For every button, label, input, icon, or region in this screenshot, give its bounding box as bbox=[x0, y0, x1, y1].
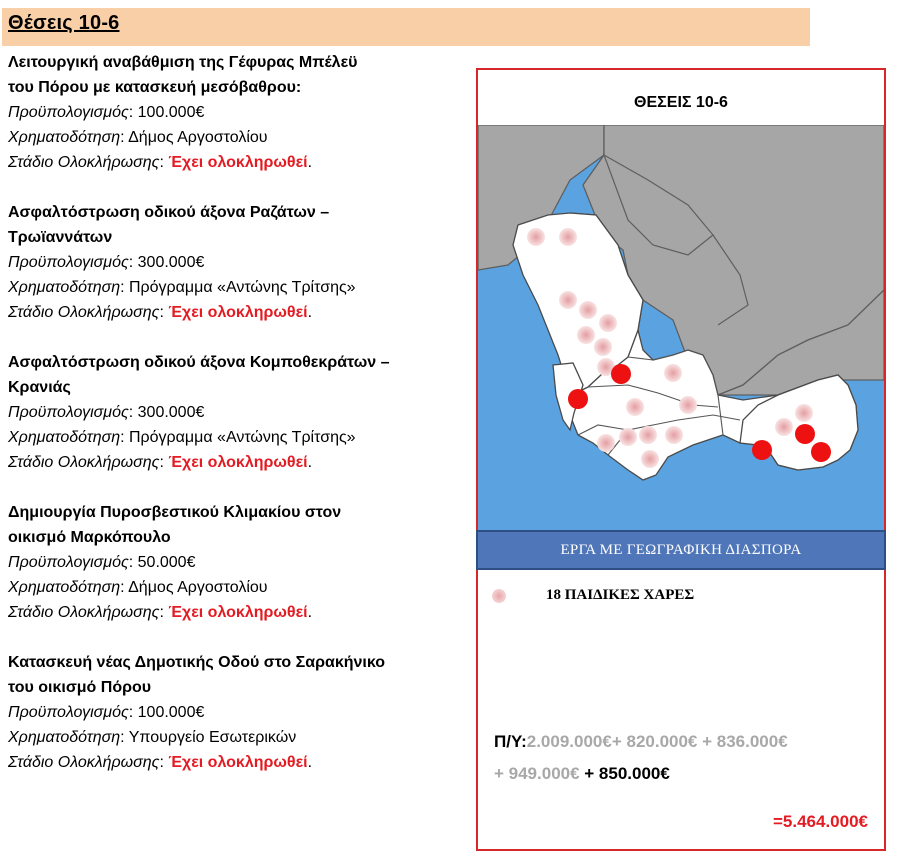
budget-line-1 bbox=[494, 726, 788, 758]
stage-label: Στάδιο Ολοκλήρωσης bbox=[8, 154, 160, 171]
project-title-line: Τρωϊαννάτων bbox=[8, 229, 113, 246]
stage-value: Έχει ολοκληρωθεί bbox=[168, 304, 308, 321]
stage-label: Στάδιο Ολοκλήρωσης bbox=[8, 304, 160, 321]
funding-label: Χρηματοδότηση bbox=[8, 579, 121, 596]
budget-value: : 100.000€ bbox=[128, 104, 205, 121]
budget-value: : 100.000€ bbox=[128, 704, 205, 721]
stage-separator: : bbox=[159, 154, 169, 171]
funding-value: : Πρόγραμμα «Αντώνης Τρίτσης» bbox=[120, 429, 356, 446]
stage-end: . bbox=[307, 754, 313, 771]
budget-value: : 50.000€ bbox=[128, 554, 196, 571]
project-title bbox=[8, 500, 468, 550]
playground-marker bbox=[599, 314, 617, 332]
playground-marker bbox=[577, 326, 595, 344]
project-marker bbox=[795, 424, 815, 444]
project-stage bbox=[8, 750, 468, 775]
legend-label: 18 ΠΑΙΔΙΚΕΣ ΧΑΡΕΣ bbox=[546, 587, 695, 603]
funding-value: : Πρόγραμμα «Αντώνης Τρίτσης» bbox=[120, 279, 356, 296]
playground-marker bbox=[664, 364, 682, 382]
playground-marker bbox=[626, 398, 644, 416]
project-marker bbox=[811, 442, 831, 462]
funding-label: Χρηματοδότηση bbox=[8, 279, 121, 296]
project-title-line: Κρανιάς bbox=[8, 379, 71, 396]
stage-end: . bbox=[307, 154, 313, 171]
project-stage bbox=[8, 450, 468, 475]
project-title-line: του Πόρου με κατασκευή μεσόβαθρου: bbox=[8, 79, 302, 96]
playground-marker bbox=[527, 228, 545, 246]
map bbox=[478, 125, 884, 545]
stage-value: Έχει ολοκληρωθεί bbox=[168, 604, 308, 621]
budget-label: Προϋπολογισμός bbox=[8, 704, 129, 721]
project-title-line: του οικισμό Πόρου bbox=[8, 679, 152, 696]
stage-value: Έχει ολοκληρωθεί bbox=[168, 454, 308, 471]
stage-label: Στάδιο Ολοκλήρωσης bbox=[8, 754, 160, 771]
project-budget bbox=[8, 100, 468, 125]
budget-summary bbox=[494, 726, 788, 790]
project-title-line: Ασφαλτόστρωση οδικού άξονα Κομποθεκράτων – bbox=[8, 354, 390, 371]
page-title: Θέσεις 10-6 bbox=[8, 12, 120, 34]
project-marker bbox=[752, 440, 772, 460]
budget-amount-black: + 850.000€ bbox=[579, 764, 670, 783]
project-title bbox=[8, 650, 468, 700]
project-title-line: Ασφαλτόστρωση οδικού άξονα Ραζάτων – bbox=[8, 204, 330, 221]
project-marker bbox=[568, 389, 588, 409]
stage-label: Στάδιο Ολοκλήρωσης bbox=[8, 604, 160, 621]
project-budget bbox=[8, 400, 468, 425]
playground-marker bbox=[594, 338, 612, 356]
project-budget bbox=[8, 550, 468, 575]
banner-label: ΕΡΓΑ ΜΕ ΓΕΩΓΡΑΦΙΚΗ ΔΙΑΣΠΟΡΑ bbox=[560, 541, 802, 558]
project-title-line: Δημιουργία Πυροσβεστικού Κλιμακίου στον bbox=[8, 504, 342, 521]
project-title bbox=[8, 50, 468, 100]
funding-value: : Δήμος Αργοστολίου bbox=[120, 129, 268, 146]
project-funding bbox=[8, 575, 468, 600]
project-item bbox=[8, 650, 468, 775]
budget-amounts-gray-1: 2.009.000€+ 820.000€ + 836.000€ bbox=[526, 732, 788, 751]
project-funding bbox=[8, 725, 468, 750]
project-stage bbox=[8, 600, 468, 625]
stage-end: . bbox=[307, 304, 313, 321]
budget-amounts-gray-2: + 949.000€ bbox=[494, 764, 580, 783]
funding-value: : Δήμος Αργοστολίου bbox=[120, 579, 268, 596]
budget-line-2 bbox=[494, 758, 788, 790]
playground-marker bbox=[795, 404, 813, 422]
project-title-line: Λειτουργική αναβάθμιση της Γέφυρας Μπέλεϋ bbox=[8, 54, 358, 71]
project-item bbox=[8, 200, 468, 325]
budget-label: Προϋπολογισμός bbox=[8, 254, 129, 271]
project-title bbox=[8, 350, 468, 400]
budget-total: =5.464.000€ bbox=[772, 812, 868, 831]
map-panel bbox=[476, 68, 886, 851]
project-list bbox=[8, 50, 468, 800]
stage-separator: : bbox=[159, 754, 169, 771]
playground-marker bbox=[775, 418, 793, 436]
funding-label: Χρηματοδότηση bbox=[8, 729, 121, 746]
project-marker bbox=[611, 364, 631, 384]
stage-separator: : bbox=[159, 304, 169, 321]
project-funding bbox=[8, 275, 468, 300]
funding-label: Χρηματοδότηση bbox=[8, 429, 121, 446]
budget-value: : 300.000€ bbox=[128, 254, 205, 271]
project-item bbox=[8, 350, 468, 475]
budget-value: : 300.000€ bbox=[128, 404, 205, 421]
panel-title: ΘΕΣΕΙΣ 10-6 bbox=[634, 94, 728, 111]
funding-value: : Υπουργείο Εσωτερικών bbox=[120, 729, 297, 746]
project-item bbox=[8, 50, 468, 175]
funding-label: Χρηματοδότηση bbox=[8, 129, 121, 146]
stage-end: . bbox=[307, 454, 313, 471]
legend bbox=[492, 587, 694, 604]
playground-marker bbox=[559, 291, 577, 309]
playground-marker bbox=[639, 426, 657, 444]
project-budget bbox=[8, 700, 468, 725]
header-bar bbox=[2, 8, 810, 46]
stage-label: Στάδιο Ολοκλήρωσης bbox=[8, 454, 160, 471]
playground-marker bbox=[679, 396, 697, 414]
project-stage bbox=[8, 300, 468, 325]
project-stage bbox=[8, 150, 468, 175]
map-graphic bbox=[478, 125, 884, 545]
playground-marker bbox=[641, 450, 659, 468]
playground-marker-icon bbox=[492, 589, 506, 603]
playground-marker bbox=[559, 228, 577, 246]
playground-marker bbox=[619, 428, 637, 446]
project-funding bbox=[8, 125, 468, 150]
playground-marker bbox=[597, 434, 615, 452]
stage-separator: : bbox=[159, 454, 169, 471]
banner bbox=[476, 530, 886, 570]
stage-value: Έχει ολοκληρωθεί bbox=[168, 754, 308, 771]
project-title-line: Κατασκευή νέας Δημοτικής Οδού στο Σαρακήνικο bbox=[8, 654, 386, 671]
project-budget bbox=[8, 250, 468, 275]
stage-separator: : bbox=[159, 604, 169, 621]
stage-value: Έχει ολοκληρωθεί bbox=[168, 154, 308, 171]
project-item bbox=[8, 500, 468, 625]
stage-end: . bbox=[307, 604, 313, 621]
budget-label: Προϋπολογισμός bbox=[8, 104, 129, 121]
playground-marker bbox=[579, 301, 597, 319]
playground-marker bbox=[665, 426, 683, 444]
project-funding bbox=[8, 425, 468, 450]
budget-label: Προϋπολογισμός bbox=[8, 554, 129, 571]
budget-label: Προϋπολογισμός bbox=[8, 404, 129, 421]
project-title bbox=[8, 200, 468, 250]
project-title-line: οικισμό Μαρκόπουλο bbox=[8, 529, 171, 546]
budget-prefix: Π/Υ: bbox=[494, 732, 527, 751]
